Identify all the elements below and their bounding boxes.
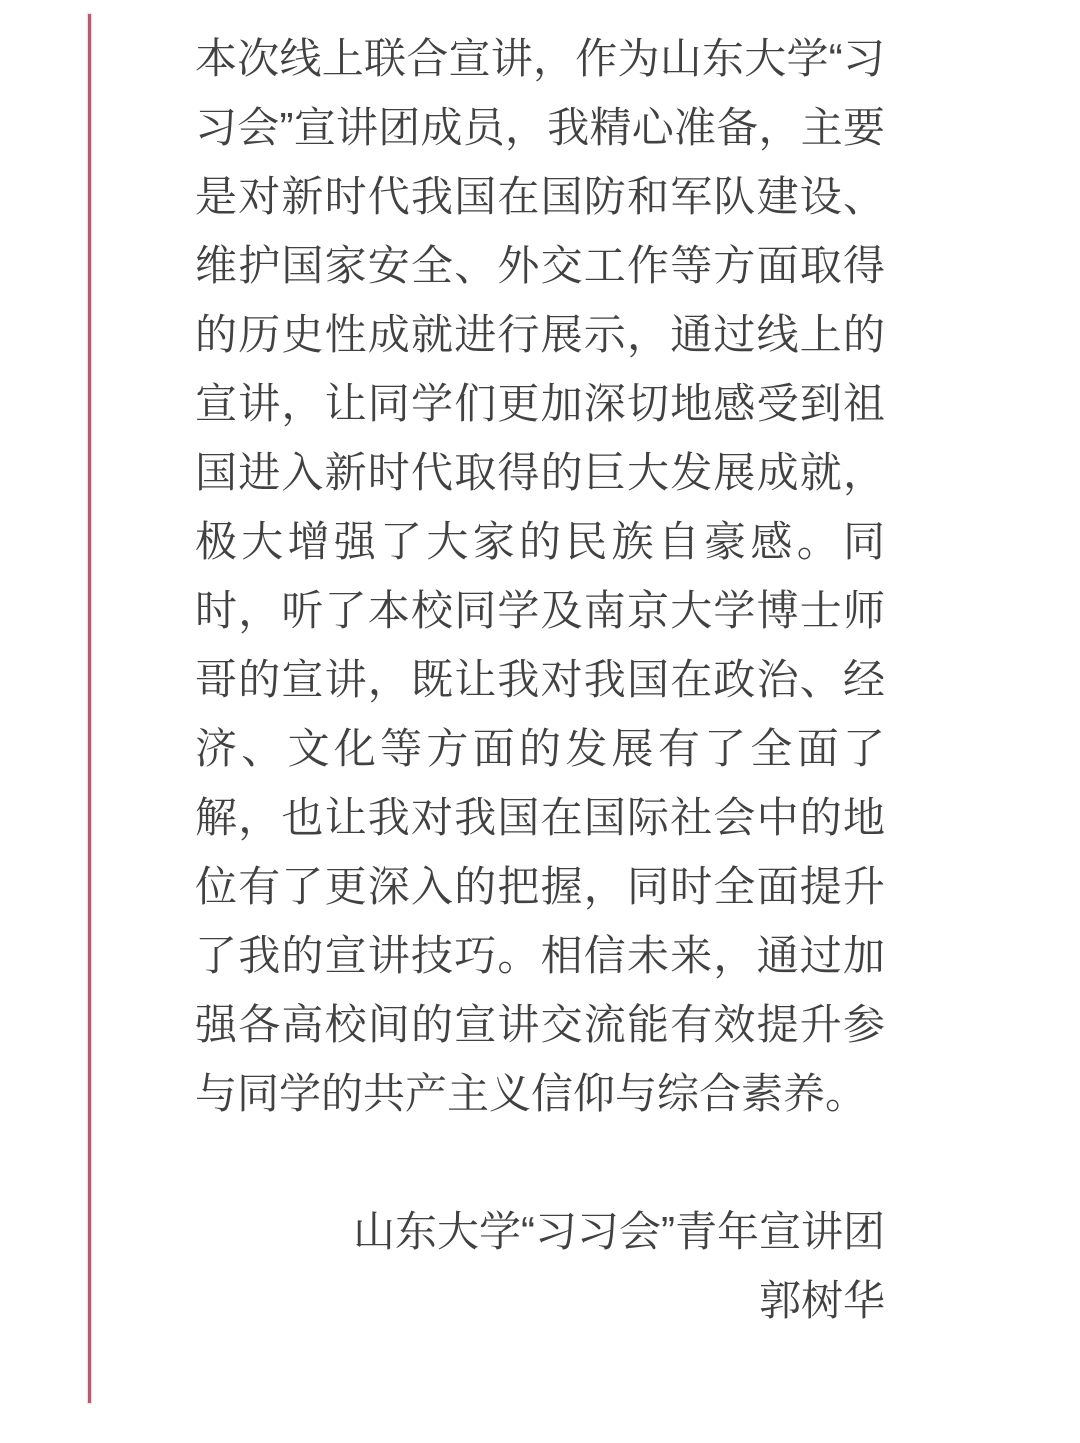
blank-line: [195, 1128, 885, 1197]
body-text-line: 与同学的共产主义信仰与综合素养。: [195, 1070, 868, 1117]
body-text-line: 位有了更深入的把握，同时全面提升: [195, 863, 885, 910]
body-text-line: 济、文化等方面的发展有了全面了: [195, 725, 885, 772]
signature-name: 郭树华: [758, 1277, 885, 1324]
body-text-line: 哥的宣讲，既让我对我国在政治、经: [195, 656, 885, 703]
body-text-line: 的历史性成就进行展示，通过线上的: [195, 311, 885, 358]
body-text-line: 解，也让我对我国在国际社会中的地: [195, 794, 885, 841]
body-text-line: 本次线上联合宣讲，作为山东大学“习: [195, 35, 885, 82]
body-text-line: 时，听了本校同学及南京大学博士师: [195, 587, 885, 634]
body-text-line: 极大增强了大家的民族自豪感。同: [195, 518, 885, 565]
signature-organization: 山东大学“习习会”青年宣讲团: [353, 1208, 885, 1255]
body-text-line: 宣讲，让同学们更加深切地感受到祖: [195, 380, 885, 427]
left-accent-rule: [88, 14, 91, 1403]
body-text-line: 是对新时代我国在国防和军队建设、: [195, 173, 885, 220]
body-text-line: 维护国家安全、外交工作等方面取得: [195, 242, 885, 289]
body-text-line: 国进入新时代取得的巨大发展成就，: [195, 449, 885, 496]
article-body: [195, 24, 885, 1335]
body-text-line: 强各高校间的宣讲交流能有效提升参: [195, 1001, 885, 1048]
body-text-line: 习会”宣讲团成员，我精心准备，主要: [195, 104, 885, 151]
body-text-line: 了我的宣讲技巧。相信未来，通过加: [195, 932, 885, 979]
